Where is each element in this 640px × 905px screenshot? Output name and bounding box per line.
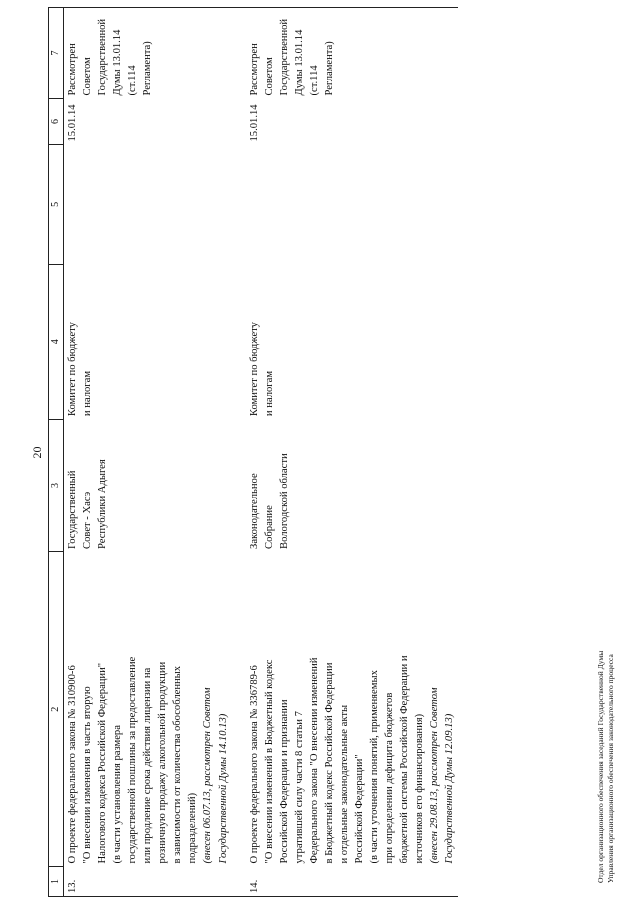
status-line: Советом [82, 57, 94, 96]
footer-line: Отдел организационного обеспечения заседаний Государственной Думы [596, 650, 605, 883]
author-line: Законодательное [248, 473, 260, 549]
column-5-cell [64, 145, 232, 265]
date-cell: 15.01.14 [67, 104, 79, 142]
table-row [64, 8, 232, 897]
bill-line: О проекте федерального закона № 336789-6 [248, 665, 260, 864]
column-number: 2 [49, 552, 64, 867]
column-number: 4 [49, 264, 64, 419]
bill-line: Российской Федерации и признании [278, 699, 290, 864]
bill-line: (в части уточнения понятий, применяемых [368, 670, 380, 864]
bill-description [64, 552, 232, 867]
bill-author [64, 419, 232, 552]
bill-line: О проекте федерального закона № 310900-6 [67, 665, 79, 864]
column-5-cell [232, 145, 458, 265]
status-cell [64, 8, 232, 99]
bill-description [232, 552, 458, 867]
bill-line: подразделений) [187, 792, 199, 864]
bill-line: Налогового кодекса Российской Федерации" [97, 662, 109, 864]
status-line: Думы 13.01.14 [112, 29, 124, 96]
committee-line: Комитет по бюджету [67, 322, 79, 417]
status-cell [232, 8, 458, 99]
author-line: Собрание [263, 505, 275, 549]
bill-line: розничную продажу алкогольной продукции [157, 661, 169, 864]
bill-line: бюджетной системы Российской Федерации и [398, 655, 410, 864]
status-line: (ст.114 Регламента) [308, 41, 335, 96]
column-number: 7 [49, 8, 64, 99]
responsible-committee [64, 264, 232, 419]
status-line: Рассмотрен [67, 43, 79, 96]
committee-line: и налогам [263, 370, 275, 417]
column-number: 6 [49, 99, 64, 145]
status-line: Рассмотрен [248, 43, 260, 96]
bill-author [232, 419, 458, 552]
bill-line: и отдельные законодательные акты [338, 704, 350, 864]
bill-note-line: (внесен 29.08.13, рассмотрен Советом [428, 687, 440, 864]
column-number-row [49, 8, 64, 897]
bill-line: при определении дефицита бюджетов [383, 692, 395, 864]
bill-line: в Бюджетный кодекс Российской Федерации [323, 662, 335, 864]
status-line: (ст.114 Регламента) [127, 41, 154, 96]
bill-line: утратившей силу части 8 статьи 7 [293, 711, 305, 864]
author-line: Вологодской области [278, 453, 290, 549]
author-line: Республики Адыгея [97, 459, 109, 549]
status-line: Государственной [97, 18, 109, 96]
row-number: 14. [232, 867, 458, 897]
author-line: Государственный [67, 470, 79, 549]
status-line: Советом [263, 57, 275, 96]
bill-line: (в части установления размера [112, 725, 124, 864]
bill-note-line: Государственной Думы 14.10.13) [217, 713, 229, 864]
author-line: Совет - Хасэ [82, 491, 94, 549]
bill-note-line: (внесен 06.07.13, рассмотрен Советом [202, 687, 214, 864]
page-number: 20 [30, 446, 44, 459]
status-line: Думы 13.01.14 [293, 29, 305, 96]
status-line: Государственной [278, 18, 290, 96]
bill-note-line: Государственной Думы 12.09.13) [443, 713, 455, 864]
committee-line: и налогам [82, 370, 94, 417]
footer [596, 651, 616, 883]
column-number: 5 [49, 145, 64, 265]
bill-line: "О внесении изменения в часть вторую [82, 686, 94, 864]
column-number: 3 [49, 419, 64, 552]
bill-line: Федерального закона "О внесении изменений [308, 657, 320, 864]
row-number: 13. [64, 867, 232, 897]
bill-line: Российской Федерации" [353, 754, 365, 864]
responsible-committee [232, 264, 458, 419]
bill-line: государственной пошлины за предоставление [127, 656, 139, 864]
bills-table [48, 7, 458, 897]
bill-line: в зависимости от количества обособленных [172, 665, 184, 864]
table-row [232, 8, 458, 897]
committee-line: Комитет по бюджету [248, 322, 260, 417]
date-cell: 15.01.14 [248, 104, 260, 142]
bill-line: или продление срока действия лицензии на [142, 667, 154, 864]
bill-line: "О внесении изменений в Бюджетный кодекс [263, 659, 275, 864]
column-number: 1 [49, 867, 64, 897]
footer-line: Управления организационного обеспечения законодательного процесса [605, 654, 615, 883]
bill-line: источников его финансирования) [413, 713, 425, 864]
